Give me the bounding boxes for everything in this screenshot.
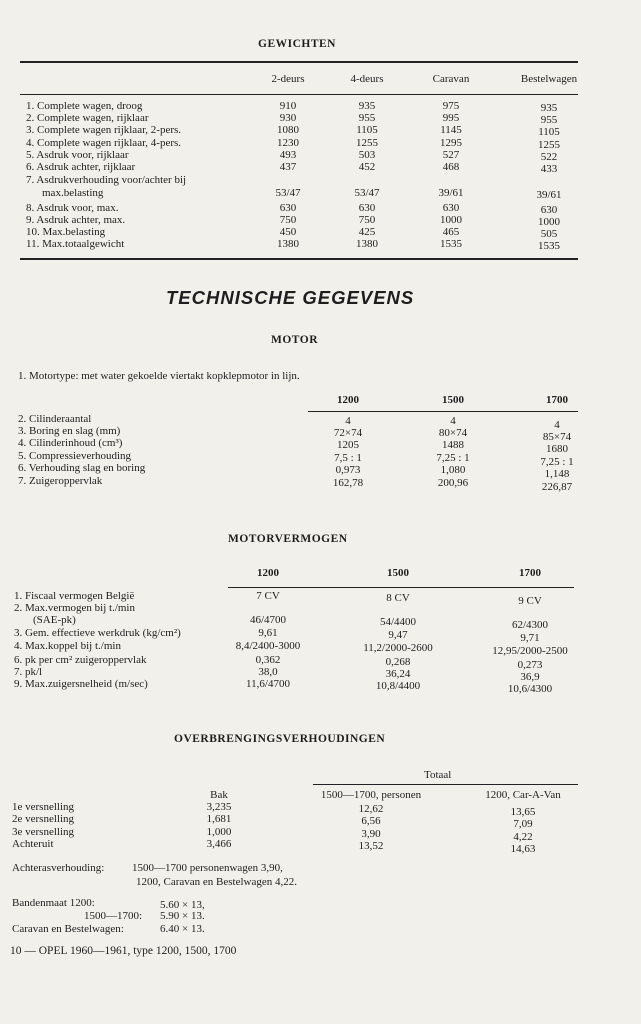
- motor-cell: 1680: [546, 443, 568, 455]
- motor-cell: 162,78: [332, 477, 364, 489]
- gewichten-row-label: 6. Asdruk achter, rijklaar: [26, 161, 136, 173]
- motorvermogen-row-label: (SAE-pk): [33, 614, 76, 626]
- gewichten-cell: 505: [540, 228, 558, 240]
- gewichten-cell: 630: [442, 202, 460, 214]
- motorvermogen-row-label: 2. Max.vermogen bij t./min: [14, 602, 135, 614]
- gewichten-cell: 468: [442, 161, 460, 173]
- motor-cell: 1,148: [544, 468, 570, 480]
- motorvermogen-row-label: 1. Fiscaal vermogen België: [14, 590, 135, 602]
- gewichten-row-label: 10. Max.belasting: [26, 226, 106, 238]
- gewichten-col-header: Bestelwagen: [520, 73, 578, 85]
- motor-cell: 1205: [337, 439, 359, 451]
- motorvermogen-cell: 62/4300: [511, 619, 549, 631]
- motor-cell: 4: [554, 419, 560, 431]
- overbrenging-title: OVERBRENGINGSVERHOUDINGEN: [174, 733, 386, 745]
- gewichten-cell: 39/61: [438, 187, 464, 199]
- gewichten-row-label: 3. Complete wagen rijklaar, 2-pers.: [26, 124, 182, 136]
- motor-intro: 1. Motortype: met water gekoelde viertakt kopklepmotor in lijn.: [18, 370, 300, 382]
- gewichten-cell: 1535: [538, 240, 560, 252]
- gewichten-cell: 503: [358, 149, 376, 161]
- motor-cell: 4: [345, 415, 351, 427]
- gewichten-cell: 1105: [538, 126, 560, 138]
- motorvermogen-cell: 11,6/4700: [246, 678, 290, 690]
- motorvermogen-cell: 10,6/4300: [507, 683, 553, 695]
- banden-value-1500: 5.90 × 13.: [160, 910, 205, 922]
- motor-row-label: 3. Boring en slag (mm): [18, 425, 121, 437]
- gewichten-col-header: 4-deurs: [350, 73, 384, 85]
- gewichten-cell: 433: [540, 163, 558, 175]
- gewichten-cell: 630: [540, 204, 558, 216]
- overbrenging-cell: 13,52: [358, 840, 384, 852]
- overbrenging-cell: 4,22: [513, 831, 533, 843]
- motor-cell: 7,25 : 1: [436, 452, 470, 464]
- gewichten-cell: 630: [279, 202, 297, 214]
- motor-cell: 0,973: [335, 464, 361, 476]
- gewichten-cell: 452: [358, 161, 376, 173]
- motor-row-label: 4. Cilinderinhoud (cm³): [18, 437, 123, 449]
- gewichten-row-label: 4. Complete wagen rijklaar, 4-pers.: [26, 137, 182, 149]
- gewichten-cell: 935: [540, 102, 558, 114]
- gewichten-cell: 1255: [538, 139, 560, 151]
- motorvermogen-cell: 36,9: [520, 671, 540, 683]
- gewichten-top-rule: [20, 61, 578, 63]
- gewichten-cell: 1105: [356, 124, 378, 136]
- gewichten-cell: 493: [279, 149, 297, 161]
- motor-cell: 1488: [442, 439, 464, 451]
- gewichten-cell: 39/61: [536, 189, 562, 201]
- gewichten-row-label: 7. Asdrukverhouding voor/achter bij: [26, 174, 187, 186]
- gewichten-cell: 1535: [440, 238, 462, 250]
- gewichten-cell: 935: [358, 100, 376, 112]
- motorvermogen-cell: 7 CV: [256, 590, 280, 602]
- motorvermogen-cell: 9 CV: [518, 595, 542, 607]
- motorvermogen-cell: 8,4/2400-3000: [235, 640, 301, 652]
- motorvermogen-col-header: 1200: [257, 567, 279, 579]
- motorvermogen-row-label: 6. pk per cm² zuigeroppervlak: [14, 654, 147, 666]
- motor-cell: 4: [450, 415, 456, 427]
- page-footer: 10 — OPEL 1960—1961, type 1200, 1500, 1700: [10, 945, 237, 957]
- gewichten-row-label: 8. Asdruk voor, max.: [26, 202, 119, 214]
- motor-cell: 1,080: [440, 464, 466, 476]
- gewichten-cell: 1000: [440, 214, 462, 226]
- gewichten-title: GEWICHTEN: [258, 38, 336, 50]
- gewichten-cell: 955: [540, 114, 558, 126]
- banden-label-1200: Bandenmaat 1200:: [12, 897, 95, 909]
- gewichten-cell: 1080: [277, 124, 299, 136]
- motorvermogen-cell: 0,273: [517, 659, 543, 671]
- motorvermogen-cell: 54/4400: [379, 616, 417, 628]
- gewichten-col-header: Caravan: [432, 73, 470, 85]
- motorvermogen-title: MOTORVERMOGEN: [228, 533, 348, 545]
- overbrenging-cell: 3,235: [206, 801, 232, 813]
- motorvermogen-cell: 36,24: [385, 668, 411, 680]
- motorvermogen-cell: 46/4700: [249, 614, 287, 626]
- gewichten-cell: 630: [358, 202, 376, 214]
- motor-cell: 85×74: [542, 431, 572, 443]
- motorvermogen-cell: 10,8/4400: [375, 680, 421, 692]
- overbrenging-row-label: 1e versnelling: [12, 801, 75, 813]
- motorvermogen-cell: 8 CV: [386, 592, 410, 604]
- gewichten-row-label: 11. Max.totaalgewicht: [26, 238, 125, 250]
- gewichten-cell: 930: [279, 112, 297, 124]
- overbrenging-cell: 6,56: [361, 815, 381, 827]
- motor-row-label: 7. Zuigeroppervlak: [18, 475, 103, 487]
- gewichten-cell: 465: [442, 226, 460, 238]
- gewichten-cell: 975: [442, 100, 460, 112]
- gewichten-cell: 53/47: [354, 187, 380, 199]
- overbrenging-row-label: 3e versnelling: [12, 826, 75, 838]
- motorvermogen-row-label: 9. Max.zuigersnelheid (m/sec): [14, 678, 148, 690]
- motorvermogen-col-header: 1700: [519, 567, 541, 579]
- gewichten-cell: 425: [358, 226, 376, 238]
- overbrenging-cell: 14,63: [510, 843, 536, 855]
- achteras-label: Achterasverhouding:: [12, 862, 105, 874]
- motor-cell: 7,25 : 1: [540, 456, 574, 468]
- motorvermogen-cell: 0,268: [385, 656, 411, 668]
- gewichten-cell: 450: [279, 226, 297, 238]
- motorvermogen-row-label: 7. pk/l: [14, 666, 43, 678]
- overbrenging-row-label: 2e versnelling: [12, 813, 75, 825]
- gewichten-row-label: 9. Asdruk achter, max.: [26, 214, 126, 226]
- gewichten-cell: 1380: [277, 238, 299, 250]
- overbrenging-cell: 7,09: [513, 818, 533, 830]
- gewichten-cell: 1255: [356, 137, 378, 149]
- gewichten-cell: 750: [358, 214, 376, 226]
- achteras-line2: 1200, Caravan en Bestelwagen 4,22.: [136, 876, 297, 888]
- overbrenging-cell: 13,65: [510, 806, 536, 818]
- gewichten-row-label: 5. Asdruk voor, rijklaar: [26, 149, 129, 161]
- motor-title: MOTOR: [271, 334, 319, 346]
- motor-col-header: 1200: [337, 394, 359, 406]
- gewichten-cell: 1380: [356, 238, 378, 250]
- banden-value-1200: 5.60 × 13,: [160, 899, 205, 911]
- totaal-rule: [313, 784, 578, 785]
- motor-cell: 200,96: [437, 477, 469, 489]
- gewichten-cell: 1145: [440, 124, 462, 136]
- gewichten-cell: 1000: [538, 216, 560, 228]
- gewichten-cell: 522: [540, 151, 558, 163]
- motor-header-rule: [308, 411, 578, 412]
- gewichten-header-rule: [20, 94, 578, 95]
- gewichten-cell: 995: [442, 112, 460, 124]
- main-title: TECHNISCHE GEGEVENS: [166, 287, 415, 308]
- gewichten-cell: 1230: [277, 137, 299, 149]
- banden-value-caravan: 6.40 × 13.: [160, 923, 205, 935]
- motorvermogen-col-header: 1500: [387, 567, 409, 579]
- motorvermogen-header-rule: [228, 587, 574, 588]
- overbrenging-cell: 1,681: [206, 813, 232, 825]
- motorvermogen-cell: 0,362: [255, 654, 281, 666]
- totaal-label: Totaal: [424, 769, 452, 781]
- gewichten-col-header: 2-deurs: [271, 73, 305, 85]
- overbrenging-cell: 3,90: [361, 828, 381, 840]
- overbrenging-cell: 12,62: [358, 803, 384, 815]
- gewichten-row-label: 2. Complete wagen, rijklaar: [26, 112, 149, 124]
- overbrenging-row-label: Achteruit: [12, 838, 54, 850]
- overbrenging-cell: 1,000: [206, 826, 232, 838]
- gewichten-row-label: max.belasting: [42, 187, 104, 199]
- gewichten-cell: 910: [279, 100, 297, 112]
- gewichten-cell: 437: [279, 161, 297, 173]
- motor-cell: 80×74: [438, 427, 468, 439]
- motorvermogen-cell: 38,0: [258, 666, 278, 678]
- motorvermogen-cell: 11,2/2000-2600: [363, 642, 433, 654]
- achteras-line1: 1500—1700 personenwagen 3,90,: [132, 862, 283, 874]
- motor-col-header: 1500: [442, 394, 464, 406]
- motor-cell: 72×74: [333, 427, 363, 439]
- gewichten-cell: 750: [279, 214, 297, 226]
- overbrenging-col-header: Bak: [210, 789, 228, 801]
- banden-label-1500: 1500—1700:: [84, 910, 143, 922]
- overbrenging-col-header: 1500—1700, personen: [320, 789, 422, 801]
- motor-cell: 226,87: [541, 481, 573, 493]
- gewichten-row-label: 1. Complete wagen, droog: [26, 100, 143, 112]
- overbrenging-cell: 3,466: [206, 838, 232, 850]
- gewichten-cell: 527: [442, 149, 460, 161]
- banden-label-caravan: Caravan en Bestelwagen:: [12, 923, 124, 935]
- motor-row-label: 2. Cilinderaantal: [18, 413, 92, 425]
- gewichten-cell: 955: [358, 112, 376, 124]
- gewichten-cell: 1295: [440, 137, 462, 149]
- motor-col-header: 1700: [546, 394, 568, 406]
- motor-row-label: 5. Compressieverhouding: [18, 450, 132, 462]
- motorvermogen-cell: 9,61: [258, 627, 278, 639]
- motorvermogen-cell: 12,95/2000-2500: [492, 645, 568, 657]
- motorvermogen-row-label: 4. Max.koppel bij t./min: [14, 640, 121, 652]
- overbrenging-col-header: 1200, Car-A-Van: [485, 789, 561, 801]
- motorvermogen-row-label: 3. Gem. effectieve werkdruk (kg/cm²): [14, 627, 181, 639]
- motor-row-label: 6. Verhouding slag en boring: [18, 462, 146, 474]
- motor-cell: 7,5 : 1: [334, 452, 362, 464]
- motorvermogen-cell: 9,71: [520, 632, 540, 644]
- motorvermogen-cell: 9,47: [388, 629, 408, 641]
- gewichten-cell: 53/47: [275, 187, 301, 199]
- gewichten-bottom-rule: [20, 258, 578, 260]
